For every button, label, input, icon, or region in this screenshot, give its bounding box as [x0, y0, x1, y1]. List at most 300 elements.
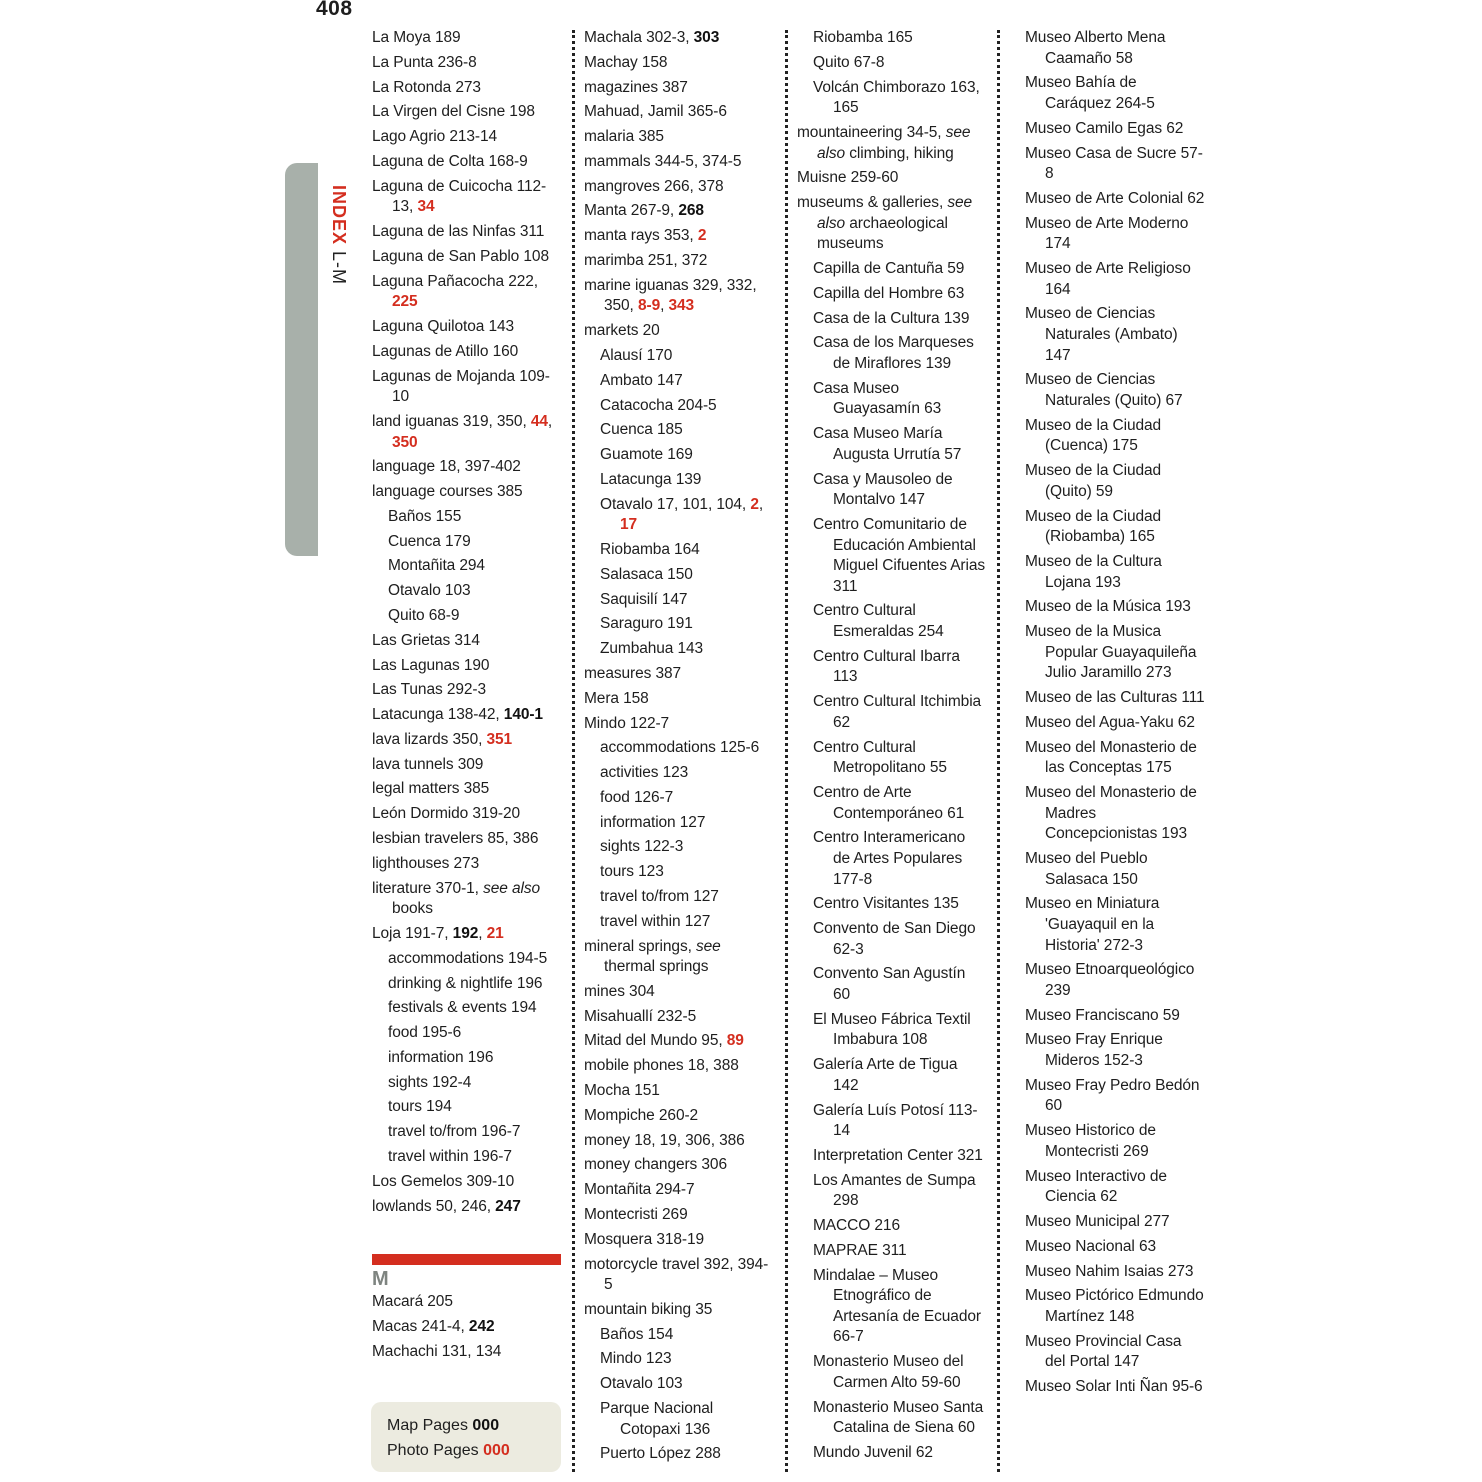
entry-t: Puerto López 288 [600, 1445, 721, 1463]
entry-b: 140-1 [503, 706, 543, 724]
legend-map-pages [387, 1417, 499, 1435]
entry-i: see [696, 937, 721, 955]
entry-t: legal matters 385 [372, 780, 490, 798]
entry-i: see also [817, 194, 973, 232]
entry-t: Museo del Monasterio de las Conceptas 175 [1025, 738, 1197, 777]
entry-t: Saraguro 191 [600, 615, 693, 633]
entry-t: Catacocha 204-5 [600, 396, 717, 414]
entry-t: Mundo Juvenil 62 [813, 1444, 933, 1461]
index-subentry [584, 495, 772, 536]
index-entry [372, 317, 562, 338]
index-entry [1025, 597, 1205, 618]
index-subentry [797, 1146, 985, 1167]
entry-t: money changers 306 [584, 1156, 727, 1174]
index-entry [1025, 28, 1205, 69]
index-entry [584, 689, 772, 710]
index-entry [372, 127, 562, 148]
index-entry [584, 1081, 772, 1102]
index-subentry [584, 1399, 772, 1440]
index-subentry [372, 532, 562, 553]
index-subentry [584, 639, 772, 660]
index-subentry [797, 1266, 985, 1348]
index-subentry [372, 556, 562, 577]
entry-t: mammals 344-5, 374-5 [584, 152, 742, 170]
index-entry [372, 272, 562, 313]
entry-t: lava tunnels 309 [372, 755, 484, 773]
index-entry [584, 1300, 772, 1321]
entry-t: Casa Museo Guayasamín 63 [813, 379, 942, 418]
index-entry [372, 924, 562, 945]
entry-t: Volcán Chimborazo 163, 165 [813, 78, 980, 117]
entry-t: activities 123 [600, 764, 689, 782]
entry-t: La Virgen del Cisne 198 [372, 103, 535, 121]
section-letter: M [372, 1268, 389, 1290]
index-entry [1025, 370, 1205, 411]
index-entry [1025, 713, 1205, 734]
index-entry [372, 1197, 562, 1218]
entry-t: language 18, 397-402 [372, 458, 521, 476]
index-entry [797, 123, 985, 164]
index-entry [372, 482, 562, 503]
entry-t: Machachi 131, 134 [372, 1342, 502, 1360]
entry-t: Casa de los Marqueses de Miraflores 139 [813, 334, 974, 372]
index-entry [372, 152, 562, 173]
index-entry [372, 1342, 562, 1363]
entry-t: Monasterio Museo del Carmen Alto 59-60 [813, 1353, 964, 1391]
entry-t: Convento de San Diego 62-3 [813, 920, 976, 958]
index-subentry [797, 1216, 985, 1237]
entry-t: Museo de Ciencias Naturales (Ambato) 147 [1025, 305, 1178, 364]
index-subentry [584, 470, 772, 491]
entry-t: MAPRAE 311 [813, 1241, 907, 1259]
entry-t: Latacunga 138-42, [372, 706, 504, 724]
index-entry [1025, 214, 1205, 255]
entry-t: La Moya 189 [372, 29, 461, 46]
index-entry [584, 664, 772, 685]
entry-t: Otavalo 17, 101, 104, [600, 495, 751, 513]
index-subentry [797, 424, 985, 465]
entry-t: Las Lagunas 190 [372, 656, 490, 674]
entry-t: motorcycle travel 392, 394-5 [584, 1255, 769, 1294]
index-entry [1025, 1006, 1205, 1027]
entry-t: Laguna Quilotoa 143 [372, 318, 515, 335]
entry-sep: , [478, 924, 487, 942]
entry-t: Laguna de Colta 168-9 [372, 152, 528, 170]
entry-r2: 17 [620, 516, 638, 534]
entry-t: Ambato 147 [600, 371, 683, 389]
entry-t: food 195-6 [388, 1024, 462, 1042]
entry-t: Los Amantes de Sumpa 298 [813, 1171, 976, 1210]
index-entry [1025, 1167, 1205, 1208]
index-entry [372, 829, 562, 850]
entry-t: Las Grietas 314 [372, 631, 480, 649]
entry-r: 351 [486, 730, 513, 748]
entry-t: Laguna de las Ninfas 311 [372, 223, 545, 241]
entry-t: lighthouses 273 [372, 854, 480, 872]
entry-t: Museo del Agua-Yaku 62 [1025, 713, 1195, 731]
index-subentry [797, 1010, 985, 1051]
entry-t: Museo de la Musica Popular Guayaquileña Julio Jaramillo 273 [1025, 623, 1197, 682]
index-entry [584, 152, 772, 173]
m-section-entries [372, 1292, 562, 1366]
entry-t: measures 387 [584, 664, 682, 682]
index-subentry [584, 396, 772, 417]
entry-t: Laguna de Cuicocha 112-13, [372, 177, 547, 216]
index-entry [1025, 622, 1205, 684]
entry-t: Guamote 169 [600, 446, 693, 464]
entry-t: Museo de la Música 193 [1025, 598, 1191, 616]
entry-t: Baños 154 [600, 1325, 674, 1343]
index-subentry [584, 371, 772, 392]
legend-photo-pages [387, 1442, 510, 1460]
entry-t: Museo de Ciencias Naturales (Quito) 67 [1025, 371, 1183, 409]
index-subentry [797, 647, 985, 688]
index-entry [1025, 507, 1205, 548]
index-subentry [584, 912, 772, 933]
entry-t: accommodations 125-6 [600, 739, 760, 757]
entry-t: Galería Luís Potosí 113-14 [813, 1101, 978, 1140]
index-entry [584, 1155, 772, 1176]
index-entry [584, 1131, 772, 1152]
index-entry [372, 656, 562, 677]
entry-after: books [392, 900, 433, 918]
index-subentry [797, 1398, 985, 1439]
entry-t: Museo Fray Pedro Bedón 60 [1025, 1076, 1200, 1115]
index-entry [372, 755, 562, 776]
entry-r2: 350 [392, 433, 418, 451]
index-subentry [797, 1241, 985, 1262]
entry-t: lesbian travelers 85, 386 [372, 830, 539, 848]
index-subentry [797, 470, 985, 511]
legend-map-label: Map Pages [387, 1417, 468, 1434]
entry-t: drinking & nightlife 196 [388, 974, 543, 992]
index-subentry [797, 894, 985, 915]
entry-t: Otavalo 103 [600, 1375, 683, 1393]
index-column-1 [372, 28, 562, 1221]
index-subentry [584, 565, 772, 586]
entry-t: Loja 191-7, [372, 924, 453, 942]
index-entry [1025, 894, 1205, 956]
entry-t: Lagunas de Mojanda 109-10 [372, 367, 550, 406]
entry-t: La Punta 236-8 [372, 53, 477, 71]
index-entry [372, 680, 562, 701]
index-entry [584, 102, 772, 123]
entry-t: food 126-7 [600, 788, 674, 806]
index-subentry [372, 1097, 562, 1118]
entry-b: 192 [452, 924, 479, 942]
column-divider [785, 30, 788, 1472]
entry-t: mobile phones 18, 388 [584, 1057, 739, 1075]
index-subentry [797, 379, 985, 420]
entry-t: Saquisilí 147 [600, 590, 688, 608]
index-subentry [584, 837, 772, 858]
entry-t: Museo Etnoarqueológico 239 [1025, 961, 1195, 999]
index-entry [1025, 119, 1205, 140]
entry-t: Museo Camilo Egas 62 [1025, 119, 1184, 137]
index-subentry [584, 862, 772, 883]
index-entry [372, 1317, 562, 1338]
index-entry [372, 1292, 562, 1313]
entry-t: Los Gemelos 309-10 [372, 1172, 515, 1190]
entry-t: mountain biking 35 [584, 1300, 713, 1318]
index-subentry [797, 919, 985, 960]
index-entry [372, 457, 562, 478]
index-entry [584, 78, 772, 99]
entry-sep: , [758, 495, 764, 513]
entry-t: Museo de Arte Moderno 174 [1025, 214, 1189, 253]
entry-t: mangroves 266, 378 [584, 177, 724, 195]
entry-b: 247 [495, 1197, 521, 1215]
entry-t: Centro de Arte Contemporáneo 61 [813, 783, 965, 822]
index-entry [372, 804, 562, 825]
index-subentry [372, 1073, 562, 1094]
index-entry [1025, 1286, 1205, 1327]
entry-t: Laguna Pañacocha 222, [372, 272, 538, 290]
entry-t: mines 304 [584, 982, 655, 1000]
index-entry [372, 705, 562, 726]
entry-t: Monasterio Museo Santa Catalina de Siena 60 [813, 1398, 984, 1437]
entry-r: 2 [697, 227, 707, 245]
index-subentry [797, 1443, 985, 1464]
entry-t: Museo Interactivo de Ciencia 62 [1025, 1167, 1167, 1206]
entry-t: Mompiche 260-2 [584, 1106, 699, 1124]
entry-t: La Rotonda 273 [372, 78, 481, 96]
entry-t: Machay 158 [584, 53, 668, 71]
index-entry [1025, 783, 1205, 845]
entry-t: Manta 267-9, [584, 202, 679, 220]
index-entry [372, 78, 562, 99]
index-entry [1025, 461, 1205, 502]
index-entry [1025, 1332, 1205, 1373]
index-subentry [372, 1147, 562, 1168]
page-legend [371, 1402, 561, 1472]
index-subentry [584, 1349, 772, 1370]
entry-t: tours 194 [388, 1098, 452, 1116]
entry-t: Mocha 151 [584, 1082, 660, 1100]
entry-t: Museo Pictórico Edmundo Martínez 148 [1025, 1287, 1204, 1325]
index-entry [1025, 738, 1205, 779]
entry-t: El Museo Fábrica Textil Imbabura 108 [813, 1010, 971, 1049]
entry-after: climbing, hiking [845, 144, 954, 162]
entry-t: Centro Cultural Esmeraldas 254 [813, 602, 944, 641]
column-divider [572, 30, 575, 1472]
entry-t: Museo de la Ciudad (Riobamba) 165 [1025, 507, 1162, 546]
index-subentry [797, 515, 985, 597]
index-subentry [584, 614, 772, 635]
index-entry [1025, 1076, 1205, 1117]
entry-t: mineral springs, [584, 937, 697, 955]
entry-t: Mindalae – Museo Etnográfico de Artesanía de Ecuador 66-7 [813, 1266, 981, 1346]
index-subentry [797, 309, 985, 330]
entry-t: travel to/from 196-7 [388, 1123, 521, 1141]
entry-r: 89 [726, 1032, 744, 1050]
index-entry [372, 342, 562, 363]
index-entry [1025, 688, 1205, 709]
entry-t: Museo Municipal 277 [1025, 1212, 1170, 1230]
tab-label-index: INDEX [329, 185, 349, 246]
entry-t: MACCO 216 [813, 1217, 900, 1235]
index-entry [1025, 189, 1205, 210]
index-subentry [584, 763, 772, 784]
index-subentry [797, 259, 985, 280]
entry-t: Machala 302-3, [584, 29, 694, 46]
entry-t: Centro Cultural Metropolitano 55 [813, 738, 947, 777]
entry-t: Casa de la Cultura 139 [813, 309, 970, 327]
index-subentry [797, 783, 985, 824]
index-subentry [372, 507, 562, 528]
index-entry [584, 1106, 772, 1127]
index-entry [1025, 1121, 1205, 1162]
entry-t: lowlands 50, 246, [372, 1197, 496, 1215]
entry-r2: 21 [486, 924, 504, 942]
index-entry [584, 937, 772, 978]
index-subentry [797, 53, 985, 74]
entry-t: travel to/from 127 [600, 887, 719, 905]
index-entry [584, 127, 772, 148]
entry-sep: , [547, 412, 553, 430]
entry-t: Quito 68-9 [388, 607, 460, 624]
entry-t: Museo Historico de Montecristi 269 [1025, 1122, 1156, 1160]
index-subentry [797, 1352, 985, 1393]
entry-t: Centro Interamericano de Artes Populares 177-8 [813, 829, 966, 888]
tab-label-range: L-M [329, 251, 349, 286]
section-bar [372, 1254, 561, 1265]
entry-t: marimba 251, 372 [584, 252, 708, 270]
entry-t: León Dormido 319-20 [372, 805, 521, 823]
entry-t: Museo de la Ciudad (Quito) 59 [1025, 462, 1162, 500]
index-entry [372, 412, 562, 453]
index-subentry [372, 1048, 562, 1069]
index-entry [1025, 1262, 1205, 1283]
entry-i: see also [483, 879, 541, 897]
index-subentry [797, 78, 985, 119]
index-subentry [797, 964, 985, 1005]
entry-t: Mindo 122-7 [584, 714, 670, 732]
entry-t: Museo de la Cultura Lojana 193 [1025, 552, 1162, 591]
index-column-2 [584, 28, 772, 1469]
entry-t: Riobamba 164 [600, 541, 700, 559]
entry-t: Museo de Arte Religioso 164 [1025, 260, 1191, 298]
index-subentry [797, 738, 985, 779]
index-tab-label [315, 185, 349, 315]
index-entry [372, 222, 562, 243]
index-entry [1025, 416, 1205, 457]
index-entry [584, 1056, 772, 1077]
index-subentry [372, 949, 562, 970]
index-entry [372, 247, 562, 268]
entry-t: Capilla del Hombre 63 [813, 284, 965, 302]
entry-r: 2 [750, 495, 759, 513]
entry-i: see also [817, 123, 971, 162]
index-subentry [797, 1055, 985, 1096]
entry-t: museums & galleries, [797, 194, 948, 212]
index-entry [372, 367, 562, 408]
entry-t: festivals & events 194 [388, 999, 537, 1017]
entry-t: Cuenca 179 [388, 532, 471, 550]
entry-r: 8-9 [637, 297, 661, 315]
index-entry [1025, 1237, 1205, 1258]
index-entry [584, 1255, 772, 1296]
index-entry [584, 1205, 772, 1226]
index-subentry [797, 1101, 985, 1142]
entry-t: Museo Franciscano 59 [1025, 1006, 1180, 1024]
index-subentry [797, 28, 985, 49]
index-subentry [584, 1374, 772, 1395]
entry-t: Museo Provincial Casa del Portal 147 [1025, 1332, 1182, 1371]
entry-t: Laguna de San Pablo 108 [372, 247, 549, 265]
entry-t: markets 20 [584, 322, 660, 340]
entry-t: accommodations 194-5 [388, 949, 548, 967]
index-subentry [797, 601, 985, 642]
entry-t: land iguanas 319, 350, [372, 412, 531, 430]
index-entry [372, 53, 562, 74]
index-entry [584, 177, 772, 198]
entry-t: Montañita 294 [388, 557, 485, 575]
index-entry [797, 168, 985, 189]
entry-t: money 18, 19, 306, 386 [584, 1131, 745, 1149]
entry-t: Museo Fray Enrique Mideros 152-3 [1025, 1031, 1163, 1070]
entry-t: Mosquera 318-19 [584, 1230, 704, 1248]
index-subentry [584, 813, 772, 834]
index-subentry [372, 606, 562, 627]
entry-t: Museo de la Ciudad (Cuenca) 175 [1025, 416, 1162, 455]
entry-r: 34 [417, 198, 435, 216]
entry-t: Riobamba 165 [813, 29, 913, 46]
entry-b: 268 [678, 202, 704, 220]
entry-t: Casa y Mausoleo de Montalvo 147 [813, 470, 953, 509]
index-entry [372, 879, 562, 920]
index-subentry [372, 974, 562, 995]
index-entry [584, 251, 772, 272]
entry-t: Zumbahua 143 [600, 640, 704, 658]
index-subentry [372, 581, 562, 602]
entry-t: Baños 155 [388, 507, 462, 525]
entry-t: Centro Visitantes 135 [813, 895, 959, 913]
index-column-3 [797, 28, 985, 1468]
index-entry [584, 53, 772, 74]
index-entry [1025, 259, 1205, 300]
entry-t: Museo del Monasterio de Madres Concepcionistas 193 [1025, 783, 1197, 843]
entry-t: Museo de Arte Colonial 62 [1025, 189, 1205, 207]
entry-t: Centro Comunitario de Educación Ambiental Miguel Cifuentes Arias 311 [813, 515, 986, 595]
index-subentry [584, 1444, 772, 1465]
entry-t: Misahuallí 232-5 [584, 1007, 697, 1025]
index-subentry [584, 445, 772, 466]
index-entry [372, 177, 562, 218]
page-number: 408 [316, 0, 353, 20]
index-entry [1025, 73, 1205, 114]
entry-t: Lago Agrio 213-14 [372, 128, 497, 146]
index-subentry [797, 333, 985, 374]
index-entry [584, 714, 772, 735]
entry-t: Las Tunas 292-3 [372, 681, 486, 699]
entry-r2: 343 [668, 297, 695, 315]
index-entry [584, 1031, 772, 1052]
index-entry [584, 1230, 772, 1251]
entry-t: Mindo 123 [600, 1350, 672, 1368]
entry-t: Muisne 259-60 [797, 169, 899, 187]
index-subentry [584, 540, 772, 561]
entry-t: information 196 [388, 1048, 494, 1066]
index-entry [797, 193, 985, 255]
entry-t: travel within 127 [600, 912, 711, 930]
index-entry [1025, 1212, 1205, 1233]
entry-t: mountaineering 34-5, [797, 123, 946, 141]
entry-t: malaria 385 [584, 128, 664, 146]
entry-t: magazines 387 [584, 78, 688, 96]
entry-t: Parque Nacional Cotopaxi 136 [600, 1400, 714, 1438]
entry-r: 44 [530, 412, 548, 430]
